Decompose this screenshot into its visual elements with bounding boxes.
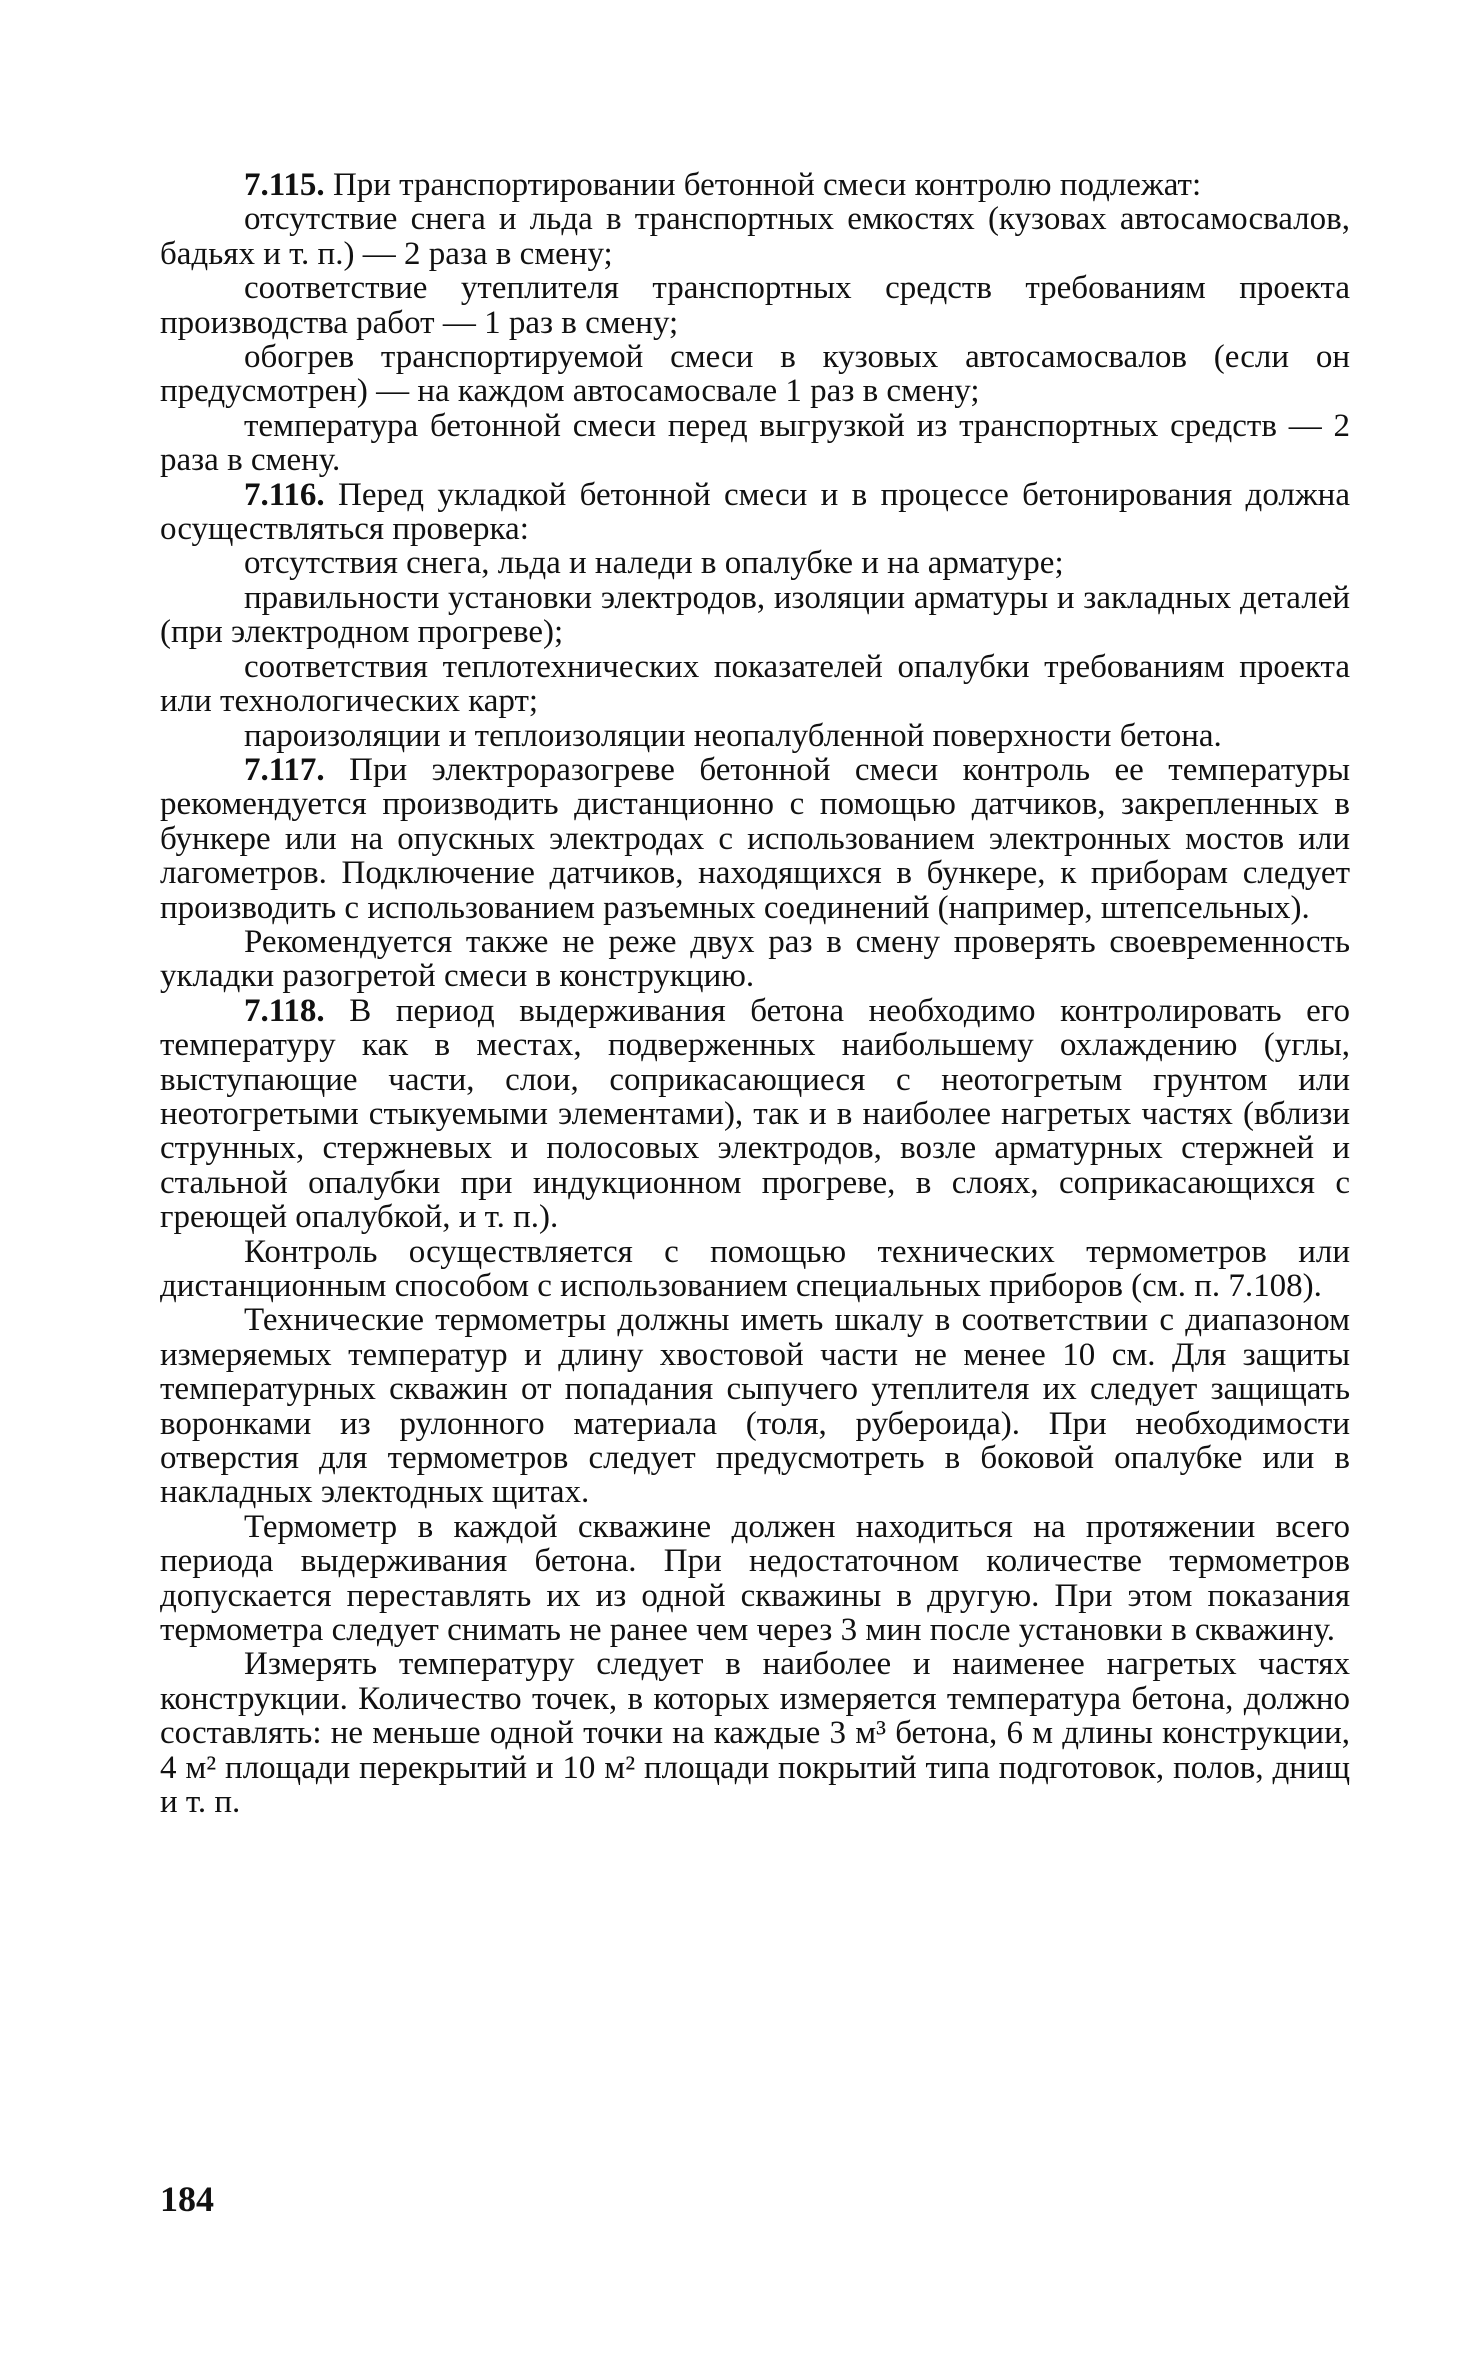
paragraph <box>160 925 1350 994</box>
paragraph-text: соответствия теплотехнических показателей опалубки требованиям проекта или технологических карт; <box>160 648 1350 720</box>
paragraph-text: Термометр в каждой скважине должен находиться на протяжении всего периода выдерживания бетона. При недостаточном количестве термометров допускается переставлять их из одной скважины в другую. При этом показания термометра следует снимать не ранее чем через 3 мин после установки в скважину. <box>160 1508 1350 1649</box>
paragraph <box>160 650 1350 719</box>
paragraph <box>160 1510 1350 1648</box>
paragraph-text: правильности установки электродов, изоляции арматуры и закладных деталей (при электродном прогреве); <box>160 579 1350 651</box>
page-number: 184 <box>160 2179 214 2219</box>
paragraph <box>160 581 1350 650</box>
body-text <box>160 168 1350 1820</box>
paragraph-text: В период выдерживания бетона необходимо контролировать его температуру как в местах, подверженных наибольшему охлаждению (углы, выступающие части, слои, соприкасающиеся с неотогретым грунтом или неотогретыми стыкуемыми элементами), так и в наиболее нагретых частях (вблизи струнных, стержневых и полосовых электродов, возле арматурных стержней и стальной опалубки при индукционном прогреве, в слоях, соприкасающихся с греющей опалубкой, и т. п.). <box>160 992 1350 1236</box>
paragraph-text: температура бетонной смеси перед выгрузкой из транспортных средств — 2 раза в смену. <box>160 407 1350 479</box>
paragraph-text: отсутствие снега и льда в транспортных емкостях (кузовах автосамосвалов, бадьях и т. п.) — 2 раза в смену; <box>160 201 1350 272</box>
paragraph-text: При электроразогреве бетонной смеси контроль ее температуры рекомендуется производить дистанционно с помощью датчиков, закрепленных в бункере или на опускных электродах с использованием электронных мостов или лагометров. Подключение датчиков, находящихся в бункере, к приборам следует производить с использованием разъемных соединений (например, штепсельных). <box>160 751 1350 926</box>
paragraph <box>160 753 1350 925</box>
clause-number: 7.115. <box>244 167 325 203</box>
paragraph <box>160 546 1350 580</box>
paragraph <box>160 340 1350 409</box>
paragraph <box>160 271 1350 340</box>
clause-number: 7.116. <box>244 476 325 513</box>
paragraph <box>160 1303 1350 1509</box>
paragraph-text: Технические термометры должны иметь шкалу в соответствии с диапазоном измеряемых температур и длину хвостовой части не менее 10 см. Для защиты температурных скважин от попадания сыпучего утеплителя их следует защищать воронками из рулонного материала (толя, рубероида). При необходимости отверстия для термометров следует предусмотреть в боковой опалубке или в накладных электодных щитах. <box>160 1302 1350 1511</box>
paragraph-text: При транспортировании бетонной смеси контролю подлежат: <box>324 167 1202 203</box>
paragraph-text: Измерять температуру следует в наиболее и наименее нагретых частях конструкции. Количество точек, в которых измеряется температура бетона, должно составлять: не меньше одной точки на каждые 3 м³ бетона, 6 м длины конструкции, 4 м² площади перекрытий и 10 м² площади покрытий типа подготовок, полов, днищ и т. п. <box>160 1646 1350 1821</box>
paragraph <box>160 409 1350 478</box>
paragraph-text: отсутствия снега, льда и наледи в опалубке и на арматуре; <box>244 545 1064 582</box>
paragraph <box>160 168 1350 202</box>
paragraph <box>160 202 1350 271</box>
paragraph-text: обогрев транспортируемой смеси в кузовых автосамосвалов (если он предусмотрен) — на каждом автосамосвале 1 раз в смену; <box>160 339 1350 410</box>
clause-number: 7.118. <box>244 992 325 1029</box>
paragraph <box>160 719 1350 753</box>
paragraph-text: Перед укладкой бетонной смеси и в процессе бетонирования должна осуществляться проверка: <box>160 476 1350 548</box>
paragraph <box>160 1647 1350 1819</box>
paragraph <box>160 994 1350 1235</box>
paragraph <box>160 1235 1350 1304</box>
clause-number: 7.117. <box>244 751 325 788</box>
paragraph-text: Рекомендуется также не реже двух раз в смену проверять своевременность укладки разогретой смеси в конструкцию. <box>160 923 1350 995</box>
paragraph <box>160 478 1350 547</box>
paragraph-text: пароизоляции и теплоизоляции неопалубленной поверхности бетона. <box>244 717 1222 754</box>
paragraph-text: Контроль осуществляется с помощью технических термометров или дистанционным способом с использованием специальных приборов (см. п. 7.108). <box>160 1233 1350 1304</box>
paragraph-text: соответствие утеплителя транспортных средств требованиям проекта производства работ — 1 раз в смену; <box>160 270 1350 341</box>
